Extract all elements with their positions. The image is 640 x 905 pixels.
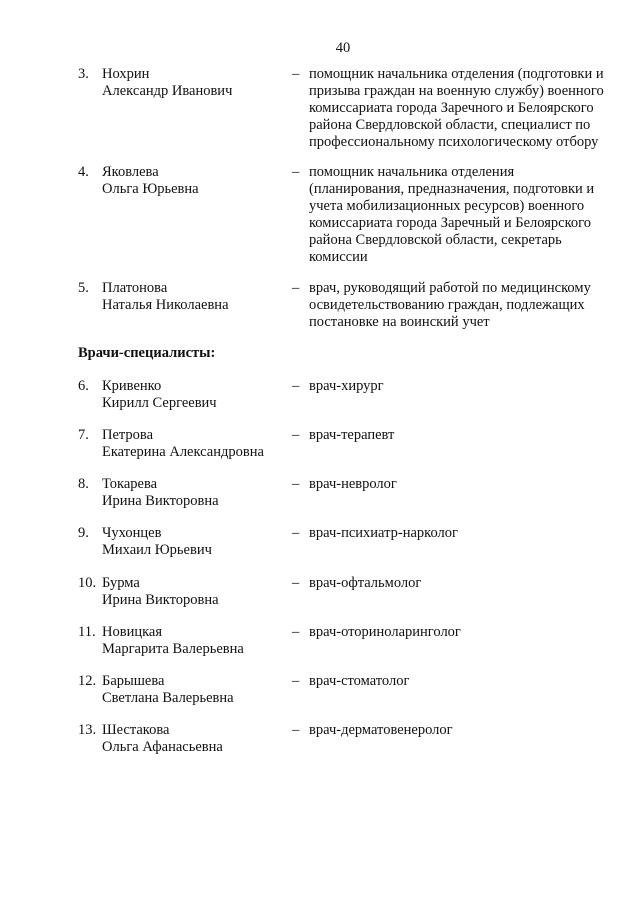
person-name bbox=[102, 722, 223, 756]
role-line: освидетельствованию граждан, подлежащих bbox=[309, 297, 585, 313]
entry-number: 3. bbox=[78, 66, 89, 82]
given-names: Ольга Афанасьевна bbox=[102, 739, 223, 755]
surname: Новицкая bbox=[102, 624, 163, 640]
surname: Нохрин bbox=[102, 66, 150, 82]
role-line: врач-стоматолог bbox=[309, 673, 410, 689]
role-description bbox=[309, 673, 614, 690]
role-description bbox=[309, 476, 614, 493]
person-name bbox=[102, 476, 219, 510]
dash: – bbox=[292, 476, 300, 492]
surname: Токарева bbox=[102, 476, 158, 492]
entry-number: 8. bbox=[78, 476, 89, 492]
role-line: врач, руководящий работой по медицинскому bbox=[309, 280, 591, 296]
person-name bbox=[102, 164, 199, 198]
person-name bbox=[102, 427, 264, 461]
dash: – bbox=[292, 164, 300, 180]
given-names: Светлана Валерьевна bbox=[102, 690, 234, 706]
dash: – bbox=[292, 280, 300, 296]
role-line: комиссариата города Заречного и Белоярского bbox=[309, 100, 594, 116]
given-names: Ирина Викторовна bbox=[102, 592, 219, 608]
entry-number: 10. bbox=[78, 575, 97, 591]
dash: – bbox=[292, 525, 300, 541]
dash: – bbox=[292, 722, 300, 738]
given-names: Ольга Юрьевна bbox=[102, 181, 199, 197]
person-name bbox=[102, 525, 212, 559]
surname: Платонова bbox=[102, 280, 168, 296]
dash: – bbox=[292, 575, 300, 591]
dash: – bbox=[292, 673, 300, 689]
given-names: Екатерина Александровна bbox=[102, 444, 264, 460]
given-names: Кирилл Сергеевич bbox=[102, 395, 217, 411]
entry-number: 11. bbox=[78, 624, 96, 640]
given-names: Маргарита Валерьевна bbox=[102, 641, 244, 657]
role-line: профессиональному психологическому отбору bbox=[309, 134, 599, 150]
surname: Петрова bbox=[102, 427, 154, 443]
person-name bbox=[102, 378, 217, 412]
role-line: врач-дерматовенеролог bbox=[309, 722, 453, 738]
entry-number: 7. bbox=[78, 427, 89, 443]
role-line: комиссариата города Заречный и Белоярского bbox=[309, 215, 592, 231]
surname: Кривенко bbox=[102, 378, 162, 394]
role-description bbox=[309, 378, 614, 395]
role-line: призыва граждан на военную службу) военного bbox=[309, 83, 604, 99]
given-names: Александр Иванович bbox=[102, 83, 233, 99]
dash: – bbox=[292, 378, 300, 394]
role-line: комиссии bbox=[309, 249, 368, 265]
role-description bbox=[309, 427, 614, 444]
role-line: помощник начальника отделения (подготовки и bbox=[309, 66, 604, 82]
role-description bbox=[309, 525, 614, 542]
role-line: врач-оториноларинголог bbox=[309, 624, 461, 640]
entry-number: 4. bbox=[78, 164, 89, 180]
role-line: района Свердловской области, секретарь bbox=[309, 232, 562, 248]
role-description bbox=[309, 280, 614, 331]
role-line: учета мобилизационных ресурсов) военного bbox=[309, 198, 585, 214]
surname: Яковлева bbox=[102, 164, 159, 180]
entry-number: 5. bbox=[78, 280, 89, 296]
role-line: врач-терапевт bbox=[309, 427, 395, 443]
person-name bbox=[102, 673, 234, 707]
person-name bbox=[102, 66, 232, 100]
entry-number: 12. bbox=[78, 673, 97, 689]
role-line: (планирования, предназначения, подготовки и bbox=[309, 181, 595, 197]
role-line: врач-психиатр-нарколог bbox=[309, 525, 458, 541]
entry-number: 13. bbox=[78, 722, 97, 738]
role-description bbox=[309, 624, 614, 641]
surname: Шестакова bbox=[102, 722, 170, 738]
role-line: постановке на воинский учет bbox=[309, 314, 490, 330]
role-line: врач-офтальмолог bbox=[309, 575, 422, 591]
entry-number: 6. bbox=[78, 378, 89, 394]
role-line: помощник начальника отделения bbox=[309, 164, 515, 180]
role-description bbox=[309, 722, 614, 739]
role-description bbox=[309, 575, 614, 592]
role-line: врач-хирург bbox=[309, 378, 384, 394]
dash: – bbox=[292, 427, 300, 443]
person-name bbox=[102, 575, 219, 609]
entry-number: 9. bbox=[78, 525, 89, 541]
given-names: Михаил Юрьевич bbox=[102, 542, 212, 558]
surname: Бурма bbox=[102, 575, 140, 591]
role-description bbox=[309, 164, 614, 266]
person-name bbox=[102, 624, 244, 658]
role-line: врач-невролог bbox=[309, 476, 397, 492]
dash: – bbox=[292, 624, 300, 640]
role-line: района Свердловской области, специалист по bbox=[309, 117, 591, 133]
role-description bbox=[309, 66, 614, 151]
surname: Барышева bbox=[102, 673, 165, 689]
section-heading: Врачи-специалисты: bbox=[78, 345, 216, 361]
page-number: 40 bbox=[335, 40, 351, 56]
surname: Чухонцев bbox=[102, 525, 162, 541]
given-names: Ирина Викторовна bbox=[102, 493, 219, 509]
given-names: Наталья Николаевна bbox=[102, 297, 229, 313]
dash: – bbox=[292, 66, 300, 82]
person-name bbox=[102, 280, 229, 314]
